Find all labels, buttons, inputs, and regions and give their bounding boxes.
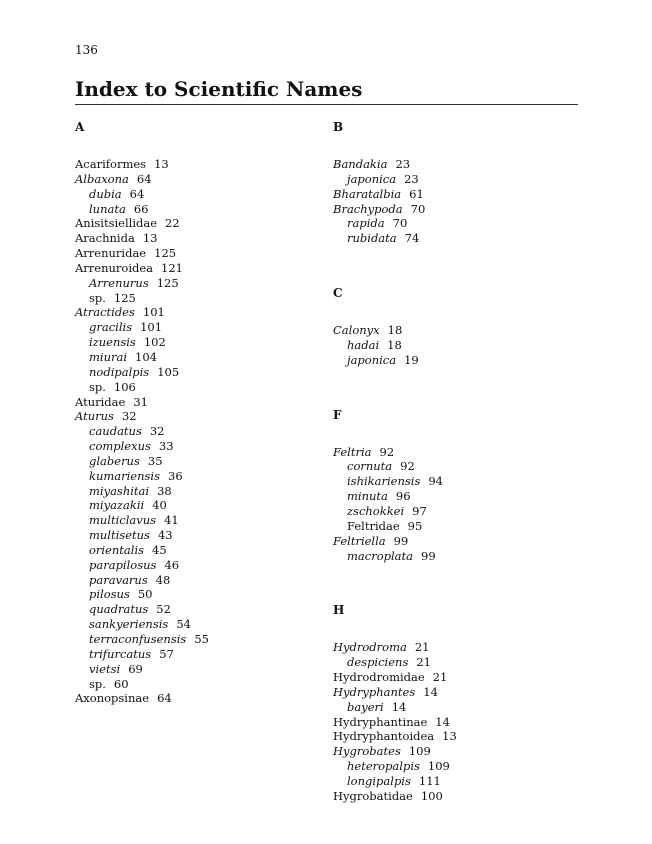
entry-list (333, 157, 573, 246)
index-entry (75, 677, 315, 692)
section-letter: A (75, 120, 85, 134)
entry-page-number: 21 (432, 670, 448, 685)
entry-page-number: 31 (133, 394, 148, 409)
index-entry (333, 670, 573, 685)
index-entry (75, 513, 315, 528)
entry-page-number: 99 (393, 533, 409, 548)
entry-term: multisetus (89, 528, 150, 543)
index-entry (75, 454, 315, 469)
entry-list (333, 323, 573, 368)
index-entry (75, 261, 315, 276)
entry-page-number: 43 (157, 528, 173, 543)
entry-page-number: 102 (143, 335, 166, 350)
index-entry (75, 691, 315, 706)
entry-term: rapida (347, 216, 385, 231)
entry-term: kumariensis (89, 468, 161, 483)
entry-term: Axonopsinae (75, 691, 150, 706)
entry-page-number: 104 (135, 349, 157, 364)
index-entry (75, 498, 315, 513)
index-entry (75, 291, 315, 306)
index-entry (75, 335, 315, 350)
entry-page-number: 105 (157, 364, 180, 379)
entry-term: Albaxona (75, 171, 129, 186)
index-entry (333, 216, 573, 231)
index-entry (333, 459, 573, 474)
entry-page-number: 19 (404, 352, 419, 367)
entry-page-number: 96 (395, 489, 411, 504)
entry-page-number: 60 (113, 676, 129, 691)
index-entry (75, 276, 315, 291)
entry-page-number: 52 (156, 602, 171, 617)
entry-page-number: 38 (157, 483, 172, 498)
entry-term: quadratus (89, 602, 149, 617)
entry-page-number: 23 (395, 157, 411, 171)
index-entry (333, 549, 573, 564)
entry-term: complexus (89, 439, 151, 454)
entry-page-number: 32 (121, 409, 137, 424)
index-entry (333, 172, 573, 187)
entry-page-number: 109 (427, 759, 450, 774)
entry-term: despiciens (347, 655, 409, 670)
entry-page-number: 18 (387, 323, 403, 338)
index-entry (75, 632, 315, 647)
entry-page-number: 69 (128, 661, 143, 676)
entry-term: Anisitsiellidae (75, 216, 158, 231)
entry-page-number: 61 (409, 186, 424, 201)
index-entry (333, 759, 573, 774)
entry-term: Arachnida (75, 231, 135, 246)
entry-term: miyazakii (89, 498, 145, 513)
entry-term: minuta (347, 489, 388, 504)
index-entry (333, 729, 573, 744)
entry-term: Acariformes (75, 157, 147, 171)
index-entry (75, 439, 315, 454)
entry-list (333, 640, 573, 803)
entry-page-number: 32 (149, 424, 165, 439)
index-entry (75, 305, 315, 320)
index-entry (75, 320, 315, 335)
entry-term: izuensis (89, 335, 136, 350)
entry-term: Hydrodroma (333, 640, 407, 655)
entry-page-number: 125 (156, 275, 179, 290)
entry-page-number: 92 (400, 459, 415, 474)
index-entry (75, 573, 315, 588)
entry-term: Feltria (333, 444, 372, 459)
entry-term: caudatus (89, 424, 142, 439)
entry-page-number: 97 (412, 503, 427, 518)
entry-term: sp. (89, 379, 106, 394)
index-entry (75, 528, 315, 543)
entry-term: Hygrobates (333, 744, 401, 759)
index-entry (75, 172, 315, 187)
entry-term: rubidata (347, 231, 397, 246)
index-entry (75, 187, 315, 202)
entry-term: Arrenuroidea (75, 260, 154, 275)
entry-term: miyashitai (89, 483, 150, 498)
entry-term: sp. (89, 676, 106, 691)
index-entry (75, 587, 315, 602)
index-entry (333, 157, 573, 172)
entry-page-number: 36 (168, 468, 183, 483)
entry-term: multiclavus (89, 513, 157, 528)
entry-term: Aturidae (75, 394, 126, 409)
entry-page-number: 74 (404, 231, 420, 246)
index-section (75, 120, 315, 706)
index-entry (333, 202, 573, 217)
entry-page-number: 55 (194, 632, 209, 646)
index-entry (333, 774, 573, 789)
entry-term: dubia (89, 186, 122, 201)
index-section (333, 408, 573, 564)
entry-page-number: 70 (410, 201, 426, 216)
entry-page-number: 95 (407, 518, 423, 533)
entry-page-number: 50 (137, 587, 153, 602)
entry-term: macroplata (347, 548, 413, 563)
entry-page-number: 64 (129, 186, 145, 201)
entry-term: Hygrobatidae (333, 788, 413, 803)
entry-term: Hydryphantoidea (333, 729, 435, 744)
entry-term: orientalis (89, 542, 145, 557)
index-entry (75, 246, 315, 261)
page-title: Index to Scientific Names (75, 77, 578, 105)
entry-term: longipalpis (347, 773, 411, 788)
entry-page-number: 121 (161, 260, 183, 275)
entry-term: pilosus (89, 587, 130, 602)
entry-page-number: 48 (155, 572, 171, 587)
index-entry (333, 789, 573, 804)
entry-term: japonica (347, 352, 397, 367)
index-column-right (333, 120, 573, 844)
index-entry (333, 655, 573, 670)
entry-term: Calonyx (333, 323, 380, 338)
entry-term: Arrenuridae (75, 246, 147, 261)
index-entry (75, 216, 315, 231)
entry-page-number: 14 (391, 699, 407, 714)
index-section (333, 120, 573, 246)
entry-page-number: 13 (142, 231, 158, 246)
entry-term: Feltriella (333, 533, 386, 548)
index-entry (333, 489, 573, 504)
entry-page-number: 106 (113, 379, 136, 394)
entry-term: sankyeriensis (89, 617, 169, 632)
index-section (333, 286, 573, 368)
page-number: 136 (75, 43, 98, 57)
index-entry (333, 685, 573, 700)
entry-page-number: 21 (416, 655, 431, 670)
index-entry (75, 543, 315, 558)
index-entry (333, 700, 573, 715)
entry-term: sp. (89, 290, 106, 305)
index-entry (333, 353, 573, 368)
entry-page-number: 100 (420, 788, 443, 803)
index-entry (75, 647, 315, 662)
entry-term: cornuta (347, 459, 393, 474)
index-entry (75, 231, 315, 246)
entry-page-number: 14 (435, 714, 450, 729)
index-entry (75, 424, 315, 439)
entry-term: trifurcatus (89, 646, 152, 661)
index-entry (75, 662, 315, 677)
entry-page-number: 46 (164, 557, 180, 572)
index-entry (333, 187, 573, 202)
index-entry (333, 323, 573, 338)
entry-page-number: 33 (158, 439, 174, 454)
entry-term: Brachypoda (333, 201, 403, 216)
entry-term: paravarus (89, 572, 148, 587)
entry-term: heteropalpis (347, 759, 420, 774)
entry-term: lunata (89, 201, 126, 216)
index-entry (333, 640, 573, 655)
entry-term: terraconfusensis (89, 632, 187, 646)
entry-page-number: 14 (423, 684, 438, 699)
entry-term: Hydryphantinae (333, 714, 428, 729)
index-entry (333, 519, 573, 534)
entry-page-number: 54 (176, 617, 191, 632)
entry-page-number: 64 (157, 691, 172, 706)
entry-page-number: 101 (140, 320, 163, 335)
entry-page-number: 22 (165, 216, 180, 231)
index-entry (75, 380, 315, 395)
entry-page-number: 101 (142, 305, 165, 320)
entry-page-number: 94 (428, 474, 443, 489)
entry-page-number: 92 (379, 444, 395, 459)
entry-page-number: 21 (414, 640, 430, 655)
index-entry (333, 715, 573, 730)
entry-page-number: 13 (154, 157, 169, 171)
index-entry (333, 744, 573, 759)
entry-list (75, 157, 315, 706)
entry-page-number: 23 (404, 171, 419, 186)
entry-term: gracilis (89, 320, 133, 335)
index-entry (333, 231, 573, 246)
entry-page-number: 64 (136, 171, 152, 186)
index-entry (333, 338, 573, 353)
section-letter: F (333, 407, 342, 422)
index-entry (75, 469, 315, 484)
entry-page-number: 40 (152, 498, 167, 513)
entry-term: Bharatalbia (333, 186, 402, 201)
section-letter: B (333, 120, 344, 134)
entry-term: zschokkei (347, 503, 405, 518)
entry-term: Bandakia (333, 157, 388, 171)
index-entry (75, 484, 315, 499)
index-column-left (75, 120, 315, 746)
entry-term: bayeri (347, 699, 384, 714)
entry-term: Aturus (75, 409, 114, 424)
section-letter: C (333, 286, 343, 301)
index-entry (333, 445, 573, 460)
entry-term: hadai (347, 337, 380, 352)
entry-page-number: 125 (113, 290, 136, 305)
entry-term: Atractides (75, 305, 135, 320)
entry-page-number: 109 (408, 744, 431, 759)
entry-page-number: 111 (418, 773, 441, 788)
index-entry (75, 409, 315, 424)
index-entry (333, 534, 573, 549)
index-entry (75, 365, 315, 380)
entry-term: japonica (347, 171, 397, 186)
entry-term: ishikariensis (347, 474, 421, 489)
index-entry (75, 202, 315, 217)
entry-term: vietsi (89, 661, 121, 676)
entry-page-number: 35 (147, 453, 163, 468)
entry-term: Arrenurus (89, 275, 149, 290)
entry-term: nodipalpis (89, 364, 150, 379)
index-entry (333, 474, 573, 489)
index-entry (75, 395, 315, 410)
entry-term: Hydryphantes (333, 684, 416, 699)
entry-term: Feltridae (347, 518, 400, 533)
index-entry (75, 350, 315, 365)
entry-page-number: 18 (387, 337, 402, 352)
entry-term: parapilosus (89, 557, 157, 572)
entry-list (333, 445, 573, 564)
entry-page-number: 125 (154, 246, 177, 261)
entry-page-number: 57 (159, 646, 174, 661)
entry-page-number: 99 (421, 548, 436, 563)
index-entry (75, 617, 315, 632)
index-entry (75, 558, 315, 573)
entry-page-number: 13 (442, 729, 457, 744)
index-entry (333, 504, 573, 519)
entry-page-number: 41 (164, 513, 179, 528)
entry-term: Hydrodromidae (333, 670, 425, 685)
entry-page-number: 66 (133, 201, 149, 216)
entry-term: glaberus (89, 453, 140, 468)
entry-term: miurai (89, 349, 128, 364)
index-section (333, 603, 573, 803)
entry-page-number: 70 (392, 216, 408, 231)
index-entry (75, 157, 315, 172)
index-entry (75, 602, 315, 617)
entry-page-number: 45 (152, 542, 167, 557)
section-letter: H (333, 603, 345, 618)
